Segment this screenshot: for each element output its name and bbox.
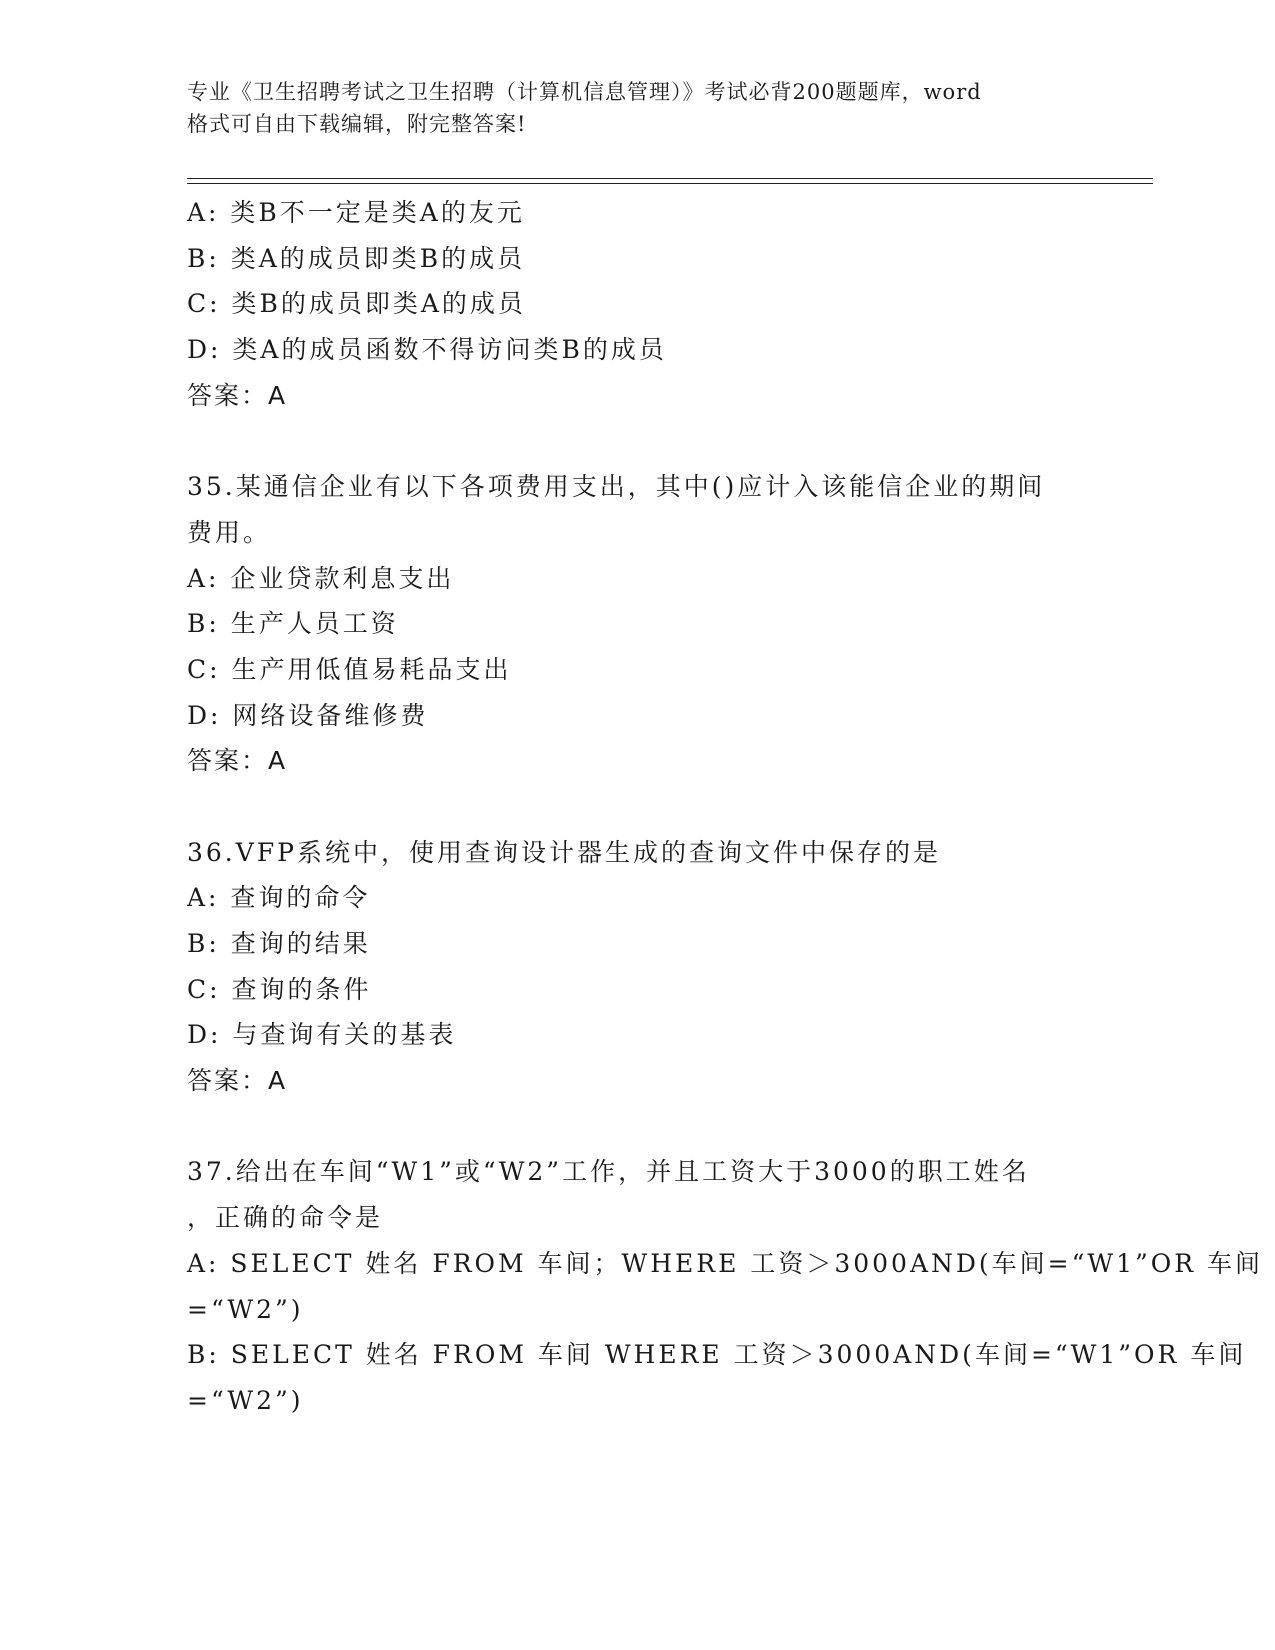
header-title-line-2: 格式可自由下载编辑，附完整答案! bbox=[187, 112, 527, 136]
answer-label: 答案：A bbox=[187, 380, 288, 410]
question-34 bbox=[187, 190, 1087, 418]
option-b-continued: =“W2”) bbox=[187, 1385, 304, 1415]
question-spacer bbox=[187, 1104, 1087, 1150]
header-divider-bottom bbox=[187, 183, 1153, 184]
question-stem: 37.给出在车间“W1”或“W2”工作，并且工资大于3000的职工姓名 bbox=[187, 1157, 1030, 1187]
option-b: B: 生产人员工资 bbox=[187, 609, 399, 639]
option-a: A: 企业贷款利息支出 bbox=[187, 563, 455, 593]
option-b: B: 类A的成员即类B的成员 bbox=[187, 243, 526, 273]
question-stem: 35.某通信企业有以下各项费用支出，其中()应计入该能信企业的期间 bbox=[187, 472, 1046, 502]
header-divider-top bbox=[187, 178, 1153, 179]
option-d: D: 与查询有关的基表 bbox=[187, 1020, 457, 1050]
option-c: C: 类B的成员即类A的成员 bbox=[187, 289, 526, 319]
option-d: D: 网络设备维修费 bbox=[187, 700, 429, 730]
question-35 bbox=[187, 464, 1087, 784]
question-spacer bbox=[187, 418, 1087, 464]
option-b: B: SELECT 姓名 FROM 车间 WHERE 工资＞3000AND(车间=“W1”OR 车间 bbox=[187, 1340, 1247, 1370]
answer-label: 答案：A bbox=[187, 1066, 288, 1096]
document-header bbox=[187, 76, 1087, 140]
option-c: C: 查询的条件 bbox=[187, 974, 372, 1004]
question-stem-continued: 费用。 bbox=[187, 517, 272, 547]
option-c: C: 生产用低值易耗品支出 bbox=[187, 654, 512, 684]
question-37 bbox=[187, 1149, 1264, 1423]
question-36 bbox=[187, 830, 1087, 1104]
question-spacer bbox=[187, 784, 1087, 830]
question-content bbox=[187, 190, 1264, 1424]
option-a: A: 类B不一定是类A的友元 bbox=[187, 198, 525, 227]
question-stem: 36.VFP系统中，使用查询设计器生成的查询文件中保存的是 bbox=[187, 837, 941, 867]
option-a: A: SELECT 姓名 FROM 车间；WHERE 工资＞3000AND(车间=“W1”OR 车间 bbox=[187, 1248, 1264, 1278]
option-d: D: 类A的成员函数不得访问类B的成员 bbox=[187, 335, 667, 365]
option-a: A: 查询的命令 bbox=[187, 883, 371, 913]
header-title-line-1: 专业《卫生招聘考试之卫生招聘（计算机信息管理）》考试必背200题题库，word bbox=[187, 80, 982, 104]
option-b: B: 查询的结果 bbox=[187, 929, 371, 958]
answer-label: 答案：A bbox=[187, 746, 288, 776]
question-stem-continued: ，正确的命令是 bbox=[187, 1203, 384, 1233]
option-a-continued: =“W2”) bbox=[187, 1294, 304, 1324]
